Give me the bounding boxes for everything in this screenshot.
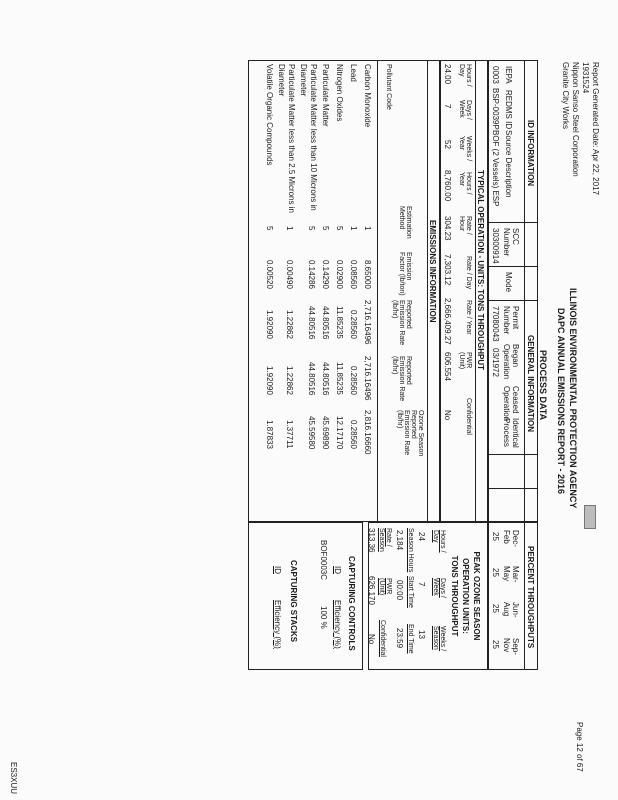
value-start-time: 00:00 (395, 580, 404, 601)
value-rate-season: 313.36 (367, 528, 376, 553)
agency-title: ILLINOIS ENVIRONMENTAL PROTECTION AGENCY (568, 288, 578, 509)
meta-line: Granite City Works (561, 62, 570, 129)
pollutant-method: 5 (321, 226, 330, 231)
stamp-mark (584, 505, 596, 529)
col-source: Source Description (504, 130, 513, 198)
col-factor: Emission Factor (lb/ton) (398, 252, 412, 296)
value-hours-day: 24.00 (443, 64, 452, 85)
pollutant-rate1: 2,716.16496 (363, 300, 372, 345)
col-days-week: Days / Week (458, 100, 472, 120)
pollutant-rate2: 44.80516 (321, 362, 330, 396)
report-meta (560, 62, 600, 195)
pollutant-factor: 0.14286 (307, 260, 316, 289)
page-number: Page 12 of 67 (575, 722, 584, 772)
value-season-hours: 2,184 (395, 530, 404, 551)
value-mar-may: 25 (491, 568, 500, 577)
col-iepa: IEPA (504, 66, 513, 84)
capturing-controls-title: CAPTURING CONTROLS (347, 556, 356, 651)
pollutant-name: Nitrogen Oxides (335, 64, 344, 122)
value-source: BOF (2 Vessels) ESP (491, 130, 500, 207)
col-estimation: Estimation Method (398, 206, 412, 239)
peak-ozone-title-line: PEAK OZONE SEASON (472, 551, 481, 641)
pollutant-rate2: 11.85235 (335, 362, 344, 395)
footer-code: ES3XUU (9, 762, 18, 795)
pollutant-rate1: 44.80516 (307, 306, 316, 340)
value-peak-pwr: 626,170 (367, 576, 376, 605)
meta-line: 1931524 (581, 62, 590, 94)
value-days-week: 7 (443, 104, 452, 109)
pollutant-factor: 0.02900 (335, 260, 344, 289)
pollutant-rate2: 1.22862 (285, 366, 294, 395)
col-weeks-year: Weeks / Year (458, 136, 472, 162)
emissions-title: EMISSIONS INFORMATION (428, 220, 437, 323)
pollutant-method: 5 (265, 226, 274, 231)
col-permit: Permit Number (502, 306, 520, 335)
pollutant-rate1: 0.28560 (349, 310, 358, 339)
col-end-time: End Time (407, 624, 414, 654)
col-dec-feb: Dec-Feb (502, 530, 520, 547)
value-rate-hour: 304.23 (443, 216, 452, 241)
col-mode: Mode (504, 272, 513, 293)
meta-line: Report Generated Date: Apr 22, 2017 (591, 62, 600, 195)
col-peak-weeks-season: Weeks / Season (432, 626, 446, 652)
pollutant-ozone: 45.69890 (321, 416, 330, 450)
value-control-efficiency: 100 % (319, 606, 328, 629)
col-ceased: Ceased Operation (502, 386, 520, 422)
peak-ozone-title-line: OPERATION UNITS: (461, 558, 470, 634)
col-hours-day: Hours / Day (458, 64, 472, 87)
pollutant-factor: 0.08560 (349, 260, 358, 289)
report-title: DAPC ANNUAL EMISSIONS REPORT - 2016 (556, 308, 566, 495)
pollutant-rate1: 1.92090 (265, 310, 274, 339)
value-weeks-year: 52 (443, 140, 452, 149)
col-confidential: Confidential (465, 398, 472, 435)
value-permit: 77080043 (491, 306, 500, 342)
value-began: 03/1972 (491, 348, 500, 377)
pollutant-name: Lead (349, 64, 358, 82)
col-peak-confidential: Confidential (379, 620, 386, 657)
col-rate1: Reported Emission Rate (lb/hr) (391, 300, 412, 346)
value-dec-feb: 25 (491, 532, 500, 541)
value-peak-hours-day: 24 (417, 532, 426, 541)
value-peak-weeks-season: 13 (417, 630, 426, 639)
meta-line: Nippon Sanso Steel Corporation (571, 62, 580, 177)
col-began: Began Operation (502, 344, 520, 380)
pollutant-name: Particulate Matter (321, 64, 330, 127)
pollutant-method: 1 (363, 226, 372, 231)
capturing-box (248, 522, 363, 670)
col-season-hours: Season Hours (407, 528, 414, 573)
col-ozone: Ozone Season Reported Emission Rate (lb/hr) (396, 410, 424, 457)
pollutant-name: Carbon Monoxide (363, 64, 372, 128)
col-pollutant: Pollutant Code (385, 64, 392, 110)
pollutant-name: Particulate Matter less than 2.5 Microns in Diameter (277, 64, 296, 213)
pollutant-factor: 0.14290 (321, 260, 330, 289)
col-control-efficiency: Efficiency (%) (333, 600, 342, 649)
value-end-time: 23:59 (395, 628, 404, 649)
value-pwr: 606.554 (443, 352, 452, 381)
pollutant-rate1: 1.22862 (285, 310, 294, 339)
col-scc: SCC Number (502, 228, 520, 257)
col-peak-hours-day: Hours / Day (432, 530, 446, 553)
value-rate-year: 2,666,409.27 (443, 298, 452, 345)
col-redms: REDMS ID (504, 90, 513, 130)
value-rate-day: 7,303.12 (443, 254, 452, 286)
pollutant-ozone: 12.17170 (335, 416, 344, 450)
value-peak-days-week: 7 (417, 582, 426, 587)
value-peak-confidential: No (367, 634, 376, 645)
pollutant-factor: 8.65000 (363, 260, 372, 289)
col-identical: Identical Process (502, 418, 520, 448)
value-confidential: No (443, 410, 452, 421)
pollutant-rate2: 2,716.16496 (363, 356, 372, 401)
id-info-title: ID INFORMATION (526, 120, 535, 187)
col-jun-aug: Jun-Aug (502, 602, 520, 618)
pollutant-ozone: 1.37711 (285, 420, 294, 449)
col-rate-day: Rate / Day (465, 256, 472, 290)
col-rate-hour: Rate / Hour (458, 216, 472, 235)
value-iepa: 0003 (491, 66, 500, 84)
col-peak-pwr: PWR (Unit) (378, 578, 392, 596)
pollutant-method: 1 (349, 226, 358, 231)
col-rate2: Reported Emission Rate (lb/hr) (391, 356, 412, 402)
pollutant-ozone: 1.87833 (265, 420, 274, 449)
percent-throughputs-title: PERCENT THROUGHPUTS (526, 546, 535, 649)
pollutant-rate1: 44.80516 (321, 306, 330, 340)
pollutant-ozone: 2,816.16660 (363, 410, 372, 455)
typical-operation-title: TYPICAL OPERATION - UNITS: TONS THROUGHPUT (476, 170, 485, 371)
pollutant-rate2: 44.80516 (307, 362, 316, 396)
section-title: PROCESS DATA (538, 350, 548, 421)
col-pwr-unit: PWR (Unit) (458, 352, 472, 370)
pollutant-name: Volatile Organic Compounds (265, 64, 274, 166)
pollutant-method: 1 (285, 226, 294, 231)
value-scc: 30300914 (491, 228, 500, 264)
pollutant-rate2: 1.92090 (265, 366, 274, 395)
pollutant-rate1: 11.85235 (335, 306, 344, 339)
general-info-title: GENERAL INFORMATION (526, 335, 535, 433)
pollutant-ozone: 45.59580 (307, 416, 316, 450)
value-sep-nov: 25 (491, 640, 500, 649)
col-control-id: ID (333, 566, 342, 574)
value-control-id: BOF0003C (319, 540, 328, 581)
capturing-stacks-title: CAPTURING STACKS (289, 560, 298, 643)
pollutant-name: Particulate Matter less than 10 Microns in Diameter (299, 64, 318, 211)
col-start-time: Start Time (407, 576, 414, 608)
value-jun-aug: 25 (491, 604, 500, 613)
peak-ozone-title (449, 522, 482, 670)
pollutant-factor: 0.00490 (285, 260, 294, 289)
col-hours-year: Hours / Year (458, 172, 472, 195)
col-stack-id: ID (273, 566, 282, 574)
col-mar-may: Mar-May (502, 566, 520, 583)
value-redms: BSP-0039P (491, 88, 500, 130)
col-rate-year: Rate / Year (465, 300, 472, 335)
pollutant-rate2: 0.28560 (349, 366, 358, 395)
col-sep-nov: Sep-Nov (502, 638, 520, 655)
pollutant-method: 5 (335, 226, 344, 231)
value-hours-year: 8,760.00 (443, 170, 452, 202)
col-rate-season: Rate / Season (378, 528, 392, 552)
pollutant-method: 5 (307, 226, 316, 231)
col-stack-efficiency: Efficiency (%) (273, 600, 282, 649)
pollutant-ozone: 0.28560 (349, 420, 358, 449)
col-peak-days-week: Days / Week (432, 578, 446, 598)
pollutant-factor: 0.00520 (265, 260, 274, 289)
peak-ozone-title-line: TONS THROUGHPUT (450, 555, 459, 637)
